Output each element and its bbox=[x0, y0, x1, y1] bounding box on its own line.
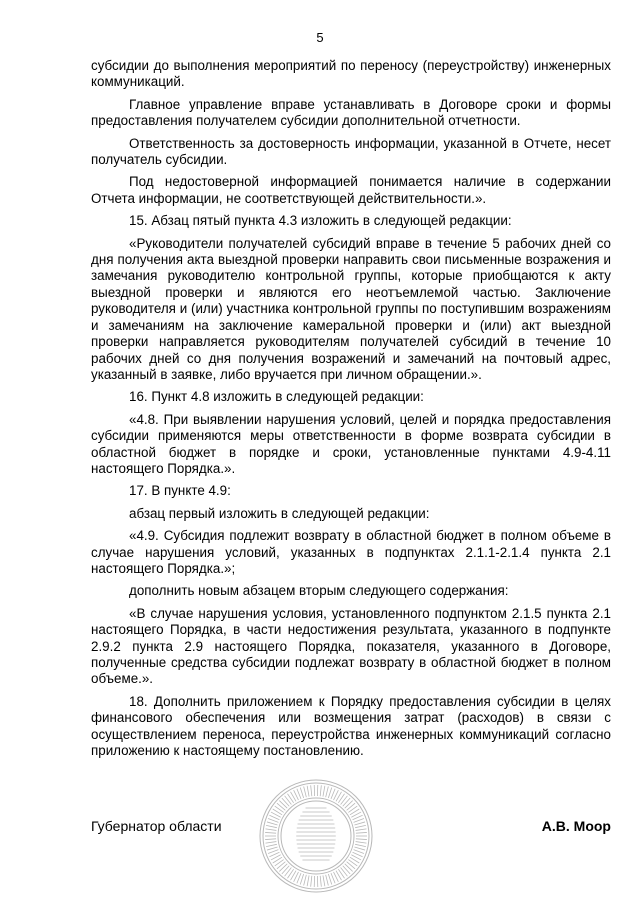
paragraph: Под недостоверной информацией понимается наличие в содержании Отчета информации, не соответствующей действительности.». bbox=[91, 174, 611, 206]
paragraph: субсидии до выполнения мероприятий по переносу (переустройству) инженерных коммуникаций. bbox=[91, 58, 611, 90]
paragraph: 17. В пункте 4.9: bbox=[129, 483, 231, 499]
paragraph: абзац первый изложить в следующей редакции: bbox=[129, 505, 430, 521]
page-number: 5 bbox=[316, 30, 324, 45]
paragraph: дополнить новым абзацем вторым следующего содержания: bbox=[129, 583, 509, 599]
signature-block bbox=[91, 818, 611, 838]
paragraph: 15. Абзац пятый пункта 4.3 изложить в следующей редакции: bbox=[129, 213, 512, 229]
signature-name: А.В. Моор bbox=[541, 818, 611, 834]
paragraph: «В случае нарушения условия, установленного подпунктом 2.1.5 пункта 2.1 настоящего Порядка, в части недостижения результата, указанного в подпункте 2.9.2 пункта 2.9 настоящего Порядка, показателя, указанного в Договоре, полученные средства субсидии подлежат возврату в областной бюджет в полном объеме.». bbox=[91, 605, 611, 687]
signature-title: Губернатор области bbox=[91, 818, 222, 834]
paragraph: 16. Пункт 4.8 изложить в следующей редакции: bbox=[129, 389, 424, 405]
paragraph: 18. Дополнить приложением к Порядку предоставления субсидии в целях финансового обеспечения или возмещения затрат (расходов) в связи с осуществлением переноса, переустройства инженерных коммуникаций согласно приложению к настоящему постановлению. bbox=[91, 693, 611, 759]
document-body bbox=[91, 58, 611, 765]
paragraph: «4.9. Субсидия подлежит возврату в областной бюджет в полном объеме в случае нарушения условий, указанных в подпунктах 2.1.1-2.1.4 пункта 2.1 настоящего Порядка.»; bbox=[91, 528, 611, 576]
paragraph: Главное управление вправе устанавливать в Договоре сроки и формы предоставления получателем субсидии дополнительной отчетности. bbox=[91, 96, 611, 129]
paragraph: «4.8. При выявлении нарушения условий, целей и порядка предоставления субсидии применяются меры ответственности в форме возврата субсидии в областной бюджет в порядке и сроки, установленные пунктами 4.9-4.11 настоящего Порядка.». bbox=[91, 411, 611, 476]
paragraph: Ответственность за достоверность информации, указанной в Отчете, несет получатель субсидии. bbox=[91, 135, 611, 168]
paragraph: «Руководители получателей субсидий вправе в течение 5 рабочих дней со дня получения акта выездной проверки направить свои письменные возражения и замечания руководителю контрольной группы, которые приобщаются к акту выездной проверки и являются его неотъемлемой частью. Заключение руководителя и (или) участника контрольной группы по поступившим возражениям и замечаниям на заключение камеральной проверки и (или) акт выездной проверки направляется руководителям получателей субсидий в течение 10 рабочих дней со дня получения возражений и замечаний на почтовый адрес, указанный в заявке, либо вручается при личном обращении.». bbox=[91, 235, 611, 382]
